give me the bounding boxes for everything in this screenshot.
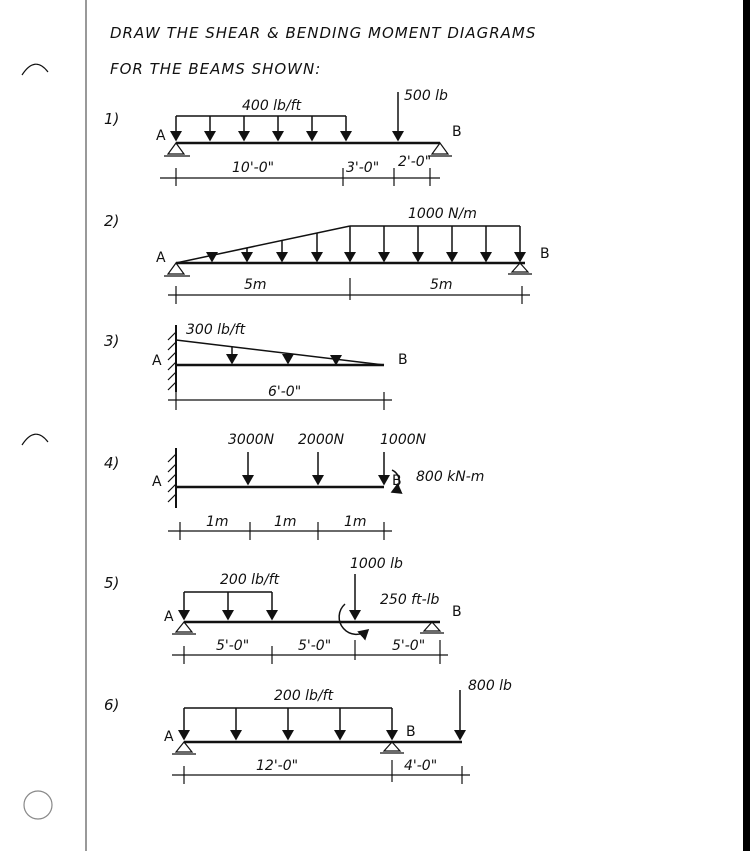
dim-label-4a: 1m xyxy=(206,514,229,530)
support-label-b-5: B xyxy=(452,604,462,620)
moment-label-5: 250 ft-lb xyxy=(380,592,440,608)
dim-label-1c: 2'-0" xyxy=(398,154,432,170)
support-label-b-3: B xyxy=(398,352,408,368)
header-line-1: DRAW THE SHEAR & BENDING MOMENT DIAGRAMS xyxy=(110,24,537,42)
dim-label-6a: 12'-0" xyxy=(256,758,299,774)
point-load-label-4b: 2000N xyxy=(298,432,345,448)
point-load-label-5: 1000 lb xyxy=(350,556,403,572)
support-label-a-1: A xyxy=(156,128,166,144)
support-label-a-2: A xyxy=(156,250,166,266)
support-label-b-2: B xyxy=(540,246,550,262)
distributed-load-label-3: 300 lb/ft xyxy=(186,322,246,338)
dim-label-2a: 5m xyxy=(244,277,267,293)
support-label-a-5: A xyxy=(164,609,174,625)
distributed-load-label-5: 200 lb/ft xyxy=(220,572,280,588)
header-line-2: FOR THE BEAMS SHOWN: xyxy=(110,60,322,78)
dim-label-4b: 1m xyxy=(274,514,297,530)
dim-label-3a: 6'-0" xyxy=(268,384,302,400)
dim-label-1b: 3'-0" xyxy=(346,160,380,176)
support-label-b-6: B xyxy=(406,724,416,740)
point-load-label-6: 800 lb xyxy=(468,678,512,694)
dim-label-5a: 5'-0" xyxy=(216,638,250,654)
support-label-a-3: A xyxy=(152,353,162,369)
problem-1-number: 1) xyxy=(104,110,120,128)
dim-label-5b: 5'-0" xyxy=(298,638,332,654)
dim-label-1a: 10'-0" xyxy=(232,160,275,176)
point-load-label-4a: 3000N xyxy=(228,432,275,448)
distributed-load-label-1: 400 lb/ft xyxy=(242,98,302,114)
support-label-a-6: A xyxy=(164,729,174,745)
point-load-label-1: 500 lb xyxy=(404,88,448,104)
dim-label-6b: 4'-0" xyxy=(404,758,438,774)
distributed-load-label-6: 200 lb/ft xyxy=(274,688,334,704)
support-label-a-4: A xyxy=(152,474,162,490)
problem-6-number: 6) xyxy=(104,696,120,714)
dim-label-5c: 5'-0" xyxy=(392,638,426,654)
dim-label-4c: 1m xyxy=(344,514,367,530)
dim-label-2b: 5m xyxy=(430,277,453,293)
problem-2-number: 2) xyxy=(104,212,120,230)
distributed-load-label-2: 1000 N/m xyxy=(408,206,477,222)
moment-label-4: 800 kN-m xyxy=(416,469,485,485)
problem-3-number: 3) xyxy=(104,332,120,350)
support-label-b-1: B xyxy=(452,124,462,140)
point-load-label-4c: 1000N xyxy=(380,432,427,448)
problem-4-number: 4) xyxy=(104,454,120,472)
support-label-b-4: B xyxy=(392,473,402,489)
problem-5-number: 5) xyxy=(104,574,120,592)
